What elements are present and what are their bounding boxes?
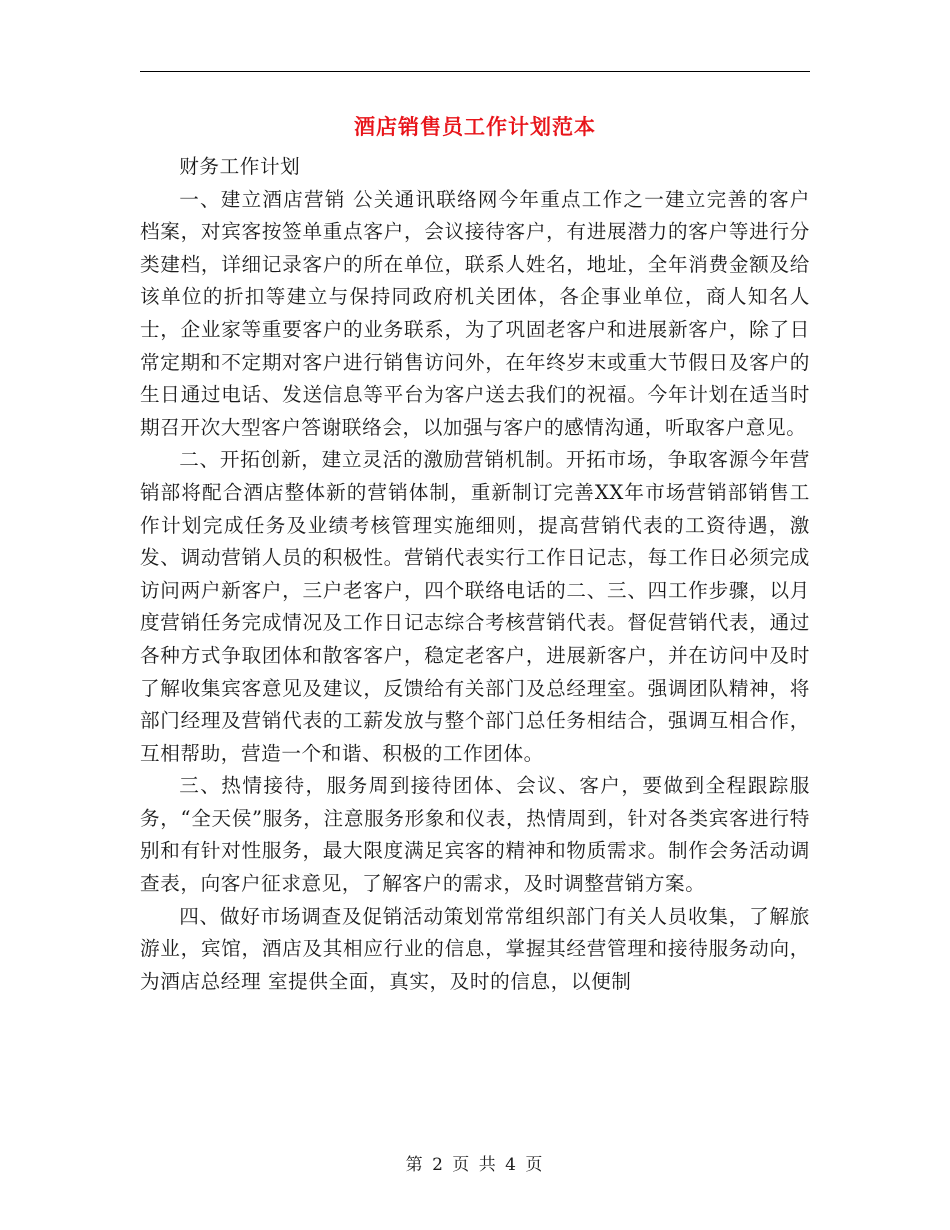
paragraph-3: 三、热情接待，服务周到接待团体、会议、客户，要做到全程跟踪服务，“全天侯”服务，注意服务形象和仪表，热情周到，针对各类宾客进行特别和有针对性服务，最大限度满足宾客的精神和物质需求。制作会务活动调查表，向客户征求意见，了解客户的需求，及时调整营销方案。 [140, 774, 810, 896]
paragraph-1: 一、建立酒店营销 公关通讯联络网今年重点工作之一建立完善的客户档案，对宾客按签单重点客户，会议接待客户，有进展潜力的客户等进行分类建档，详细记录客户的所在单位，联系人姓名，地址，全年消费金额及给该单位的折扣等建立与保持同政府机关团体，各企事业单位，商人知名人士，企业家等重要客户的业务联系，为了巩固老客户和进展新客户，除了日常定期和不定期对客户进行销售访问外，在年终岁末或重大节假日及客户的生日通过电话、发送信息等平台为客户送去我们的祝福。今年计划在适当时期召开次大型客户答谢联络会，以加强与客户的感情沟通，听取客户意见。 [140, 187, 810, 439]
header-rule [140, 71, 810, 72]
page-number: 第 2 页 共 4 页 [405, 1155, 545, 1175]
paragraph-2: 二、开拓创新，建立灵活的激励营销机制。开拓市场，争取客源今年营销部将配合酒店整体新的营销体制，重新制订完善XX年市场营销部销售工作计划完成任务及业绩考核管理实施细则，提高营销代表的工资待遇，激发、调动营销人员的积极性。营销代表实行工作日记志，每工作日必须完成访问两户新客户，三户老客户，四个联络电话的二、三、四工作步骤，以月度营销任务完成情况及工作日记志综合考核营销代表。督促营销代表，通过各种方式争取团体和散客客户，稳定老客户，进展新客户，并在访问中及时了解收集宾客意见及建议，反馈给有关部门及总经理室。强调团队精神，将部门经理及营销代表的工薪发放与整个部门总任务相结合，强调互相合作，互相帮助，营造一个和谐、积极的工作团体。 [140, 448, 810, 765]
section-subtitle: 财务工作计划 [179, 155, 301, 178]
document-body [140, 151, 810, 998]
document-title: 酒店销售员工作计划范本 [354, 115, 596, 139]
paragraph-4: 四、做好市场调查及促销活动策划常常组织部门有关人员收集，了解旅游业，宾馆，酒店及其相应行业的信息，掌握其经营管理和接待服务动向，为酒店总经理 室提供全面，真实，及时的信息，以便制 [140, 904, 810, 993]
